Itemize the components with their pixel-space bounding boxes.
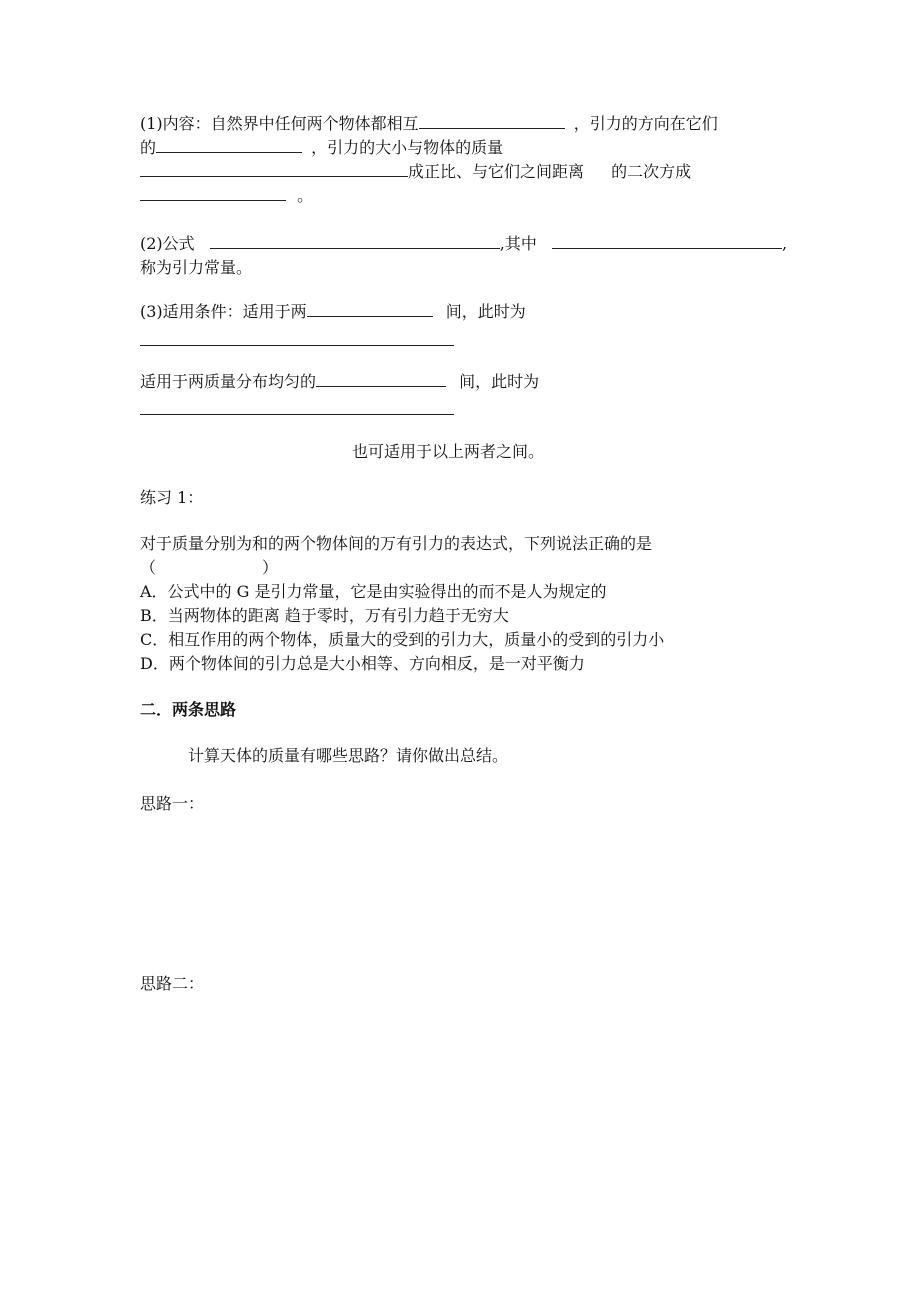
answer-blank[interactable] bbox=[156, 136, 302, 153]
law-content-text: 的 bbox=[140, 138, 157, 157]
law-condition-text: (3)适用条件：适用于两 bbox=[140, 302, 307, 321]
law-content-text: 的二次方成 bbox=[611, 162, 692, 181]
answer-blank[interactable] bbox=[140, 184, 286, 201]
law-content-line-4 bbox=[140, 184, 313, 208]
answer-blank[interactable] bbox=[419, 112, 565, 129]
answer-line[interactable] bbox=[140, 345, 454, 346]
law-formula-text: , bbox=[781, 234, 788, 253]
answer-line[interactable] bbox=[140, 414, 454, 415]
law-formula-line-2 bbox=[140, 256, 252, 280]
law-content-text: ，引力的大小与物体的质量 bbox=[311, 138, 504, 157]
option-a[interactable]: A．公式中的 G 是引力常量，它是由实验得出的而不是人为规定的 bbox=[140, 582, 607, 601]
constant-blank[interactable] bbox=[552, 232, 782, 249]
law-condition-text: 间，此时为 bbox=[445, 302, 526, 321]
exercise-question: 对于质量分别为和的两个物体间的万有引力的表达式，下列说法正确的是 bbox=[140, 534, 653, 553]
law-formula-label: (2)公式 bbox=[140, 234, 195, 253]
law-formula-text: ,其中 bbox=[499, 234, 537, 253]
option-d[interactable]: D．两个物体间的引力总是大小相等、方向相反，是一对平衡力 bbox=[140, 654, 585, 673]
idea-one-label: 思路一： bbox=[140, 794, 205, 813]
law-content-text: 成正比、与它们之间距离 bbox=[408, 162, 585, 181]
law-formula-text: 称为引力常量。 bbox=[140, 258, 253, 277]
law-content-line-1 bbox=[140, 112, 718, 136]
law-condition-text: 也可适用于以上两者之间。 bbox=[352, 442, 545, 461]
paren-close: ） bbox=[262, 558, 279, 577]
law-content-text: (1)内容：自然界中任何两个物体都相互 bbox=[140, 114, 419, 133]
option-c[interactable]: C．相互作用的两个物体，质量大的受到的引力大，质量小的受到的引力小 bbox=[140, 630, 665, 649]
law-condition-line-3 bbox=[352, 440, 544, 464]
law-content-text: 。 bbox=[297, 186, 314, 205]
law-condition-line-2 bbox=[140, 370, 539, 394]
section-prompt: 计算天体的质量有哪些思路？请你做出总结。 bbox=[188, 746, 509, 765]
idea-two-label: 思路二： bbox=[140, 974, 205, 993]
law-condition-line-1 bbox=[140, 300, 526, 324]
option-b[interactable]: B．当两物体的距离 趋于零时，万有引力趋于无穷大 bbox=[140, 606, 509, 625]
answer-blank[interactable] bbox=[307, 300, 433, 317]
law-content-line-3 bbox=[140, 160, 691, 184]
section-heading: 二．两条思路 bbox=[140, 700, 237, 719]
answer-blank[interactable] bbox=[140, 160, 408, 177]
law-formula-line bbox=[140, 232, 787, 256]
answer-parentheses[interactable] bbox=[140, 556, 278, 580]
exercise-title: 练习 1： bbox=[140, 488, 204, 507]
law-condition-text: 间，此时为 bbox=[459, 372, 540, 391]
law-content-text: ，引力的方向在它们 bbox=[573, 114, 718, 133]
answer-blank[interactable] bbox=[316, 370, 446, 387]
law-condition-text: 适用于两质量分布均匀的 bbox=[140, 372, 317, 391]
law-content-line-2 bbox=[140, 136, 503, 160]
paren-open: （ bbox=[140, 558, 157, 577]
formula-blank[interactable] bbox=[210, 232, 500, 249]
